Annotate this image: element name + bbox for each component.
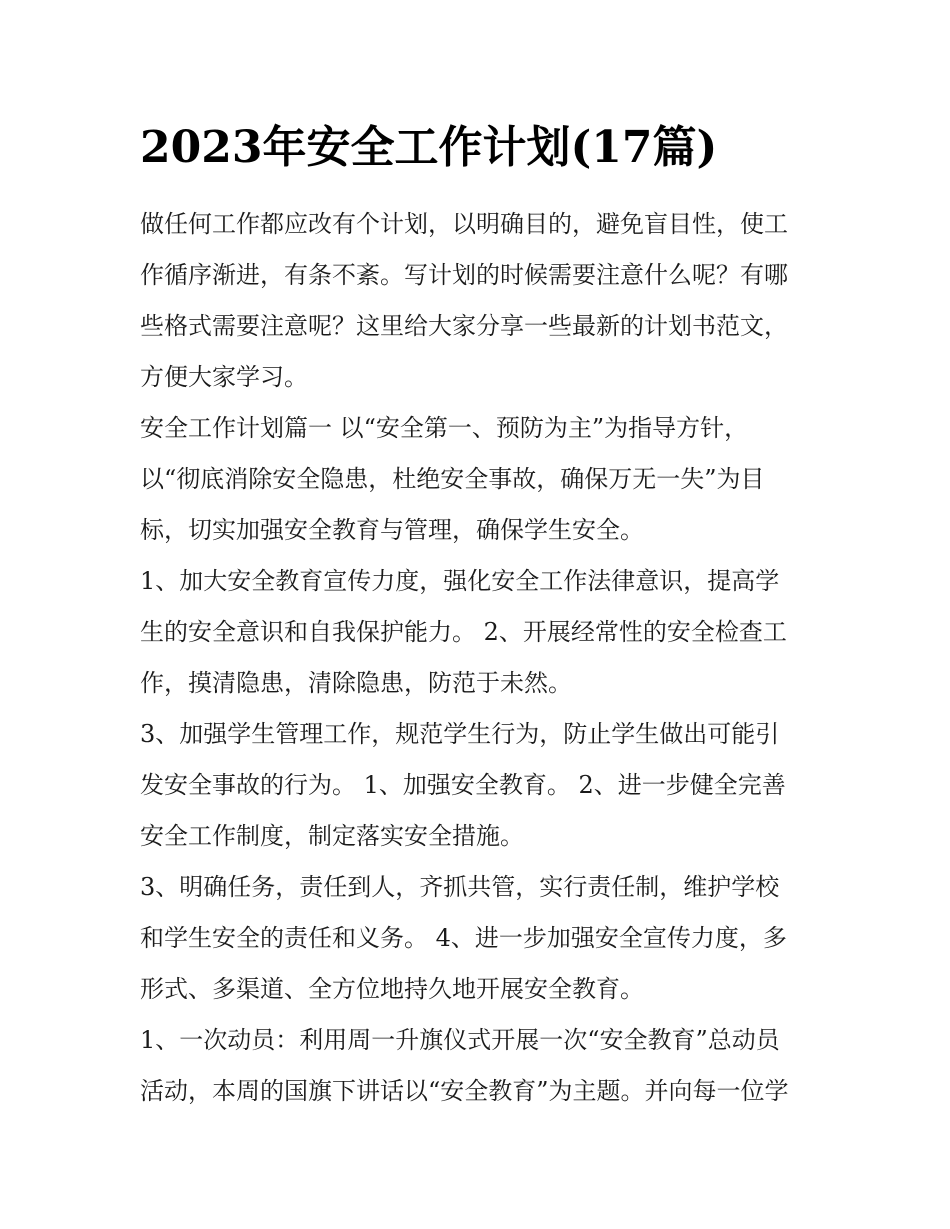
body-line: 作循序渐进，有条不紊。写计划的时候需要注意什么呢？有哪 xyxy=(140,261,788,289)
body-line: 发安全事故的行为。 1、加强安全教育。 2、进一步健全完善 xyxy=(140,771,786,799)
body-line: 标，切实加强安全教育与管理，确保学生安全。 xyxy=(140,516,644,544)
body-line: 生的安全意识和自我保护能力。 2、开展经常性的安全检查工 xyxy=(140,618,787,646)
body-line: 作，摸清隐患，清除隐患，防范于未然。 xyxy=(140,669,572,697)
body-line: 3、加强学生管理工作，规范学生行为，防止学生做出可能引 xyxy=(140,720,780,748)
body-line: 安全工作计划篇一 以“安全第一、预防为主”为指导方针， xyxy=(140,414,749,442)
document-title: 2023年安全工作计划(17篇) xyxy=(140,122,718,173)
body-line: 1、加大安全教育宣传力度，强化安全工作法律意识，提高学 xyxy=(140,567,780,595)
body-line: 以“彻底消除安全隐患，杜绝安全事故，确保万无一失”为目 xyxy=(140,465,765,493)
body-line: 和学生安全的责任和义务。 4、进一步加强安全宣传力度，多 xyxy=(140,924,787,952)
body-line: 活动，本周的国旗下讲话以“安全教育”为主题。并向每一位学 xyxy=(140,1077,789,1105)
body-line: 安全工作制度，制定落实安全措施。 xyxy=(140,822,524,850)
body-line: 方便大家学习。 xyxy=(140,363,308,391)
body-line: 做任何工作都应改有个计划，以明确目的，避免盲目性，使工 xyxy=(140,210,788,238)
body-line: 形式、多渠道、全方位地持久地开展安全教育。 xyxy=(140,975,644,1003)
body-line: 3、明确任务，责任到人，齐抓共管，实行责任制，维护学校 xyxy=(140,873,780,901)
body-line: 1、一次动员：利用周一升旗仪式开展一次“安全教育”总动员 xyxy=(140,1026,780,1054)
body-line: 些格式需要注意呢？这里给大家分享一些最新的计划书范文， xyxy=(140,312,788,340)
